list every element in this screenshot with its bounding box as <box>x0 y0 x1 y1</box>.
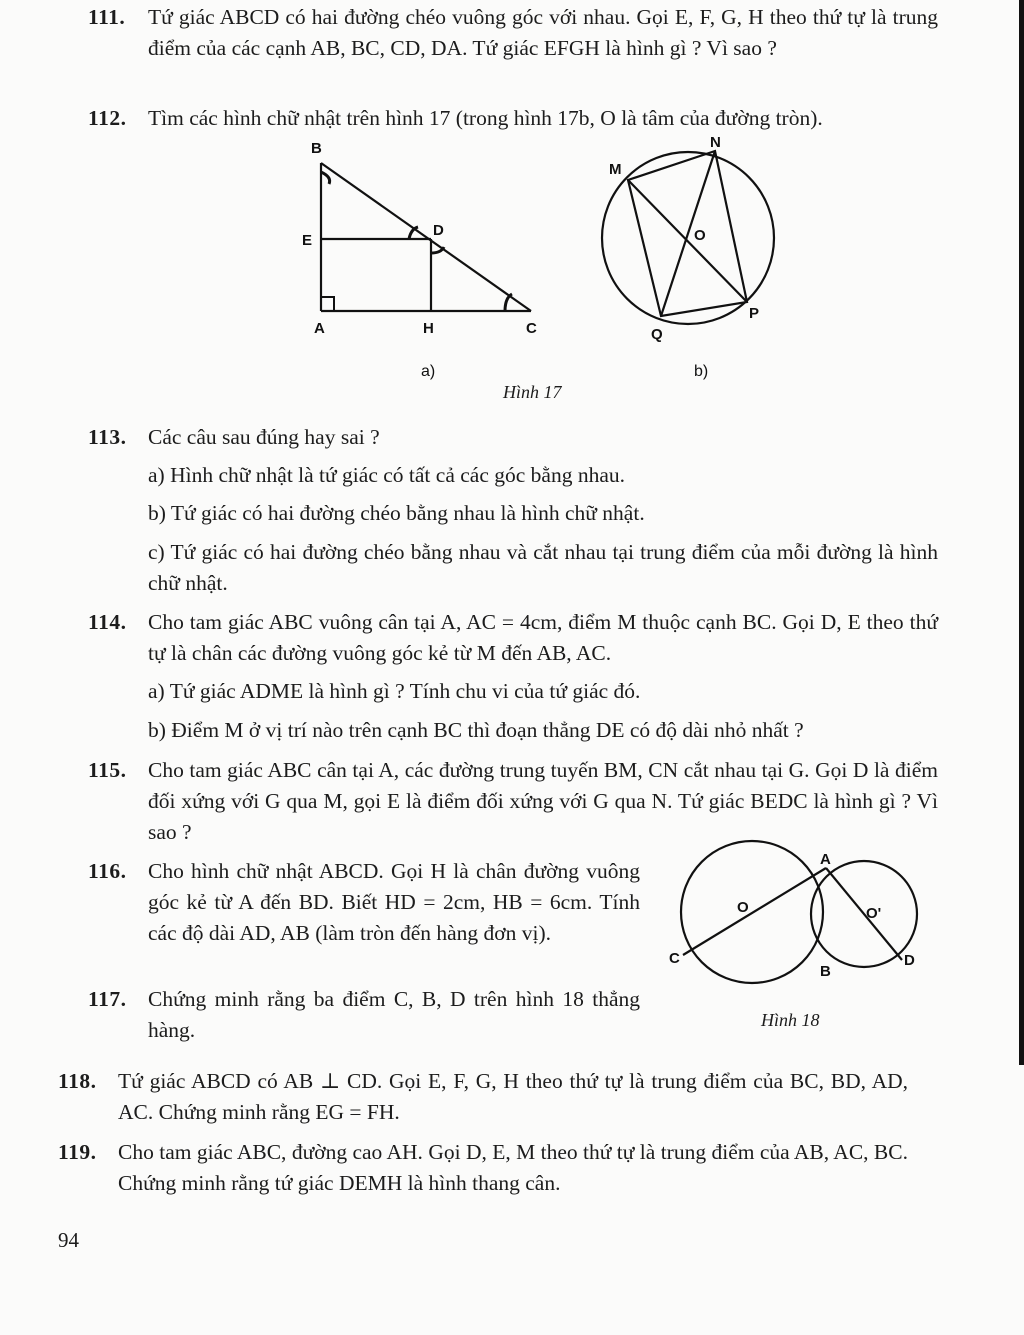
point-b-label: B <box>820 963 831 980</box>
problem-text: Tìm các hình chữ nhật trên hình 17 (trong hình 17b, O là tâm của đường tròn). <box>148 106 823 130</box>
point-a-label: A <box>314 320 325 337</box>
problem-text: Cho tam giác ABC, đường cao AH. Gọi D, E, M theo thứ tự là trung điểm của AB, AC, BC. Chứng minh rằng tứ giác DEMH là hình thang cân. <box>118 1140 908 1195</box>
point-n-label: N <box>710 134 721 151</box>
point-e-label: E <box>302 232 313 249</box>
point-m-label: M <box>609 161 622 178</box>
point-o-label: O <box>737 899 749 916</box>
problem-number: 115. <box>88 758 127 782</box>
problem-114-b: b) Điểm M ở vị trí nào trên cạnh BC thì đoạn thẳng DE có độ dài nhỏ nhất ? <box>148 718 804 742</box>
problem-text: Cho tam giác ABC cân tại A, các đường trung tuyến BM, CN cắt nhau tại G. Gọi D là điểm đối xứng với G qua M, gọi E là điểm đối xứng với G qua N. Tứ giác BEDC là hình gì ? Vì sao ? <box>148 758 938 844</box>
point-d-label: D <box>433 222 444 239</box>
point-h-label: H <box>423 320 434 337</box>
point-c-label: C <box>669 950 680 967</box>
point-a-label: A <box>820 851 831 868</box>
problem-text: Chứng minh rằng ba điểm C, B, D trên hình 18 thẳng hàng. <box>148 987 640 1042</box>
point-o-prime-label: O' <box>866 905 882 922</box>
page-number: 94 <box>58 1228 79 1252</box>
problem-number: 113. <box>88 425 127 449</box>
problem-number: 119. <box>58 1140 97 1164</box>
problem-number: 117. <box>88 987 127 1011</box>
problem-text: Cho hình chữ nhật ABCD. Gọi H là chân đường vuông góc kẻ từ A đến BD. Biết HD = 2cm, HB = 6cm. Tính các độ dài AD, AB (làm tròn đến hàng đơn vị). <box>148 859 640 945</box>
segment-ad <box>826 868 902 960</box>
problem-number: 114. <box>88 610 127 634</box>
problem-119 <box>58 1137 908 1199</box>
problem-113-b: b) Tứ giác có hai đường chéo bằng nhau là hình chữ nhật. <box>148 501 645 525</box>
point-c-label: C <box>526 320 537 337</box>
point-d-label: D <box>904 952 915 969</box>
point-o-label: O <box>694 227 706 244</box>
problem-number: 118. <box>58 1069 97 1093</box>
figure-17b-label: b) <box>694 363 709 380</box>
problem-text: Cho tam giác ABC vuông cân tại A, AC = 4cm, điểm M thuộc cạnh BC. Gọi D, E theo thứ tự là chân các đường vuông góc kẻ từ M đến AB, AC. <box>148 610 938 665</box>
figure-17-caption: Hình 17 <box>503 382 562 402</box>
point-b-label: B <box>311 140 322 157</box>
problem-118 <box>58 1066 908 1128</box>
problem-number: 111. <box>88 5 126 29</box>
point-q-label: Q <box>651 326 663 343</box>
point-p-label: P <box>749 305 760 322</box>
figure-18-caption: Hình 18 <box>761 1010 820 1030</box>
problem-114-a: a) Tứ giác ADME là hình gì ? Tính chu vi của tứ giác đó. <box>148 679 641 703</box>
problem-113-c: c) Tứ giác có hai đường chéo bằng nhau và cắt nhau tại trung điểm của mỗi đường là hình chữ nhật. <box>148 540 938 595</box>
problem-113-a: a) Hình chữ nhật là tứ giác có tất cả các góc bằng nhau. <box>148 463 625 487</box>
problem-text: Tứ giác ABCD có AB ⊥ CD. Gọi E, F, G, H theo thứ tự là trung điểm của BC, BD, AD, AC. Chứng minh rằng EG = FH. <box>118 1069 908 1124</box>
figure-17a-label: a) <box>421 363 436 380</box>
segment-ca <box>683 868 826 955</box>
problem-text: Các câu sau đúng hay sai ? <box>148 425 380 449</box>
problem-number: 116. <box>88 859 127 883</box>
problem-text: Tứ giác ABCD có hai đường chéo vuông góc với nhau. Gọi E, F, G, H theo thứ tự là trung điểm của các cạnh AB, BC, CD, DA. Tứ giác EFGH là hình gì ? Vì sao ? <box>148 5 938 60</box>
problem-number: 112. <box>88 106 127 130</box>
